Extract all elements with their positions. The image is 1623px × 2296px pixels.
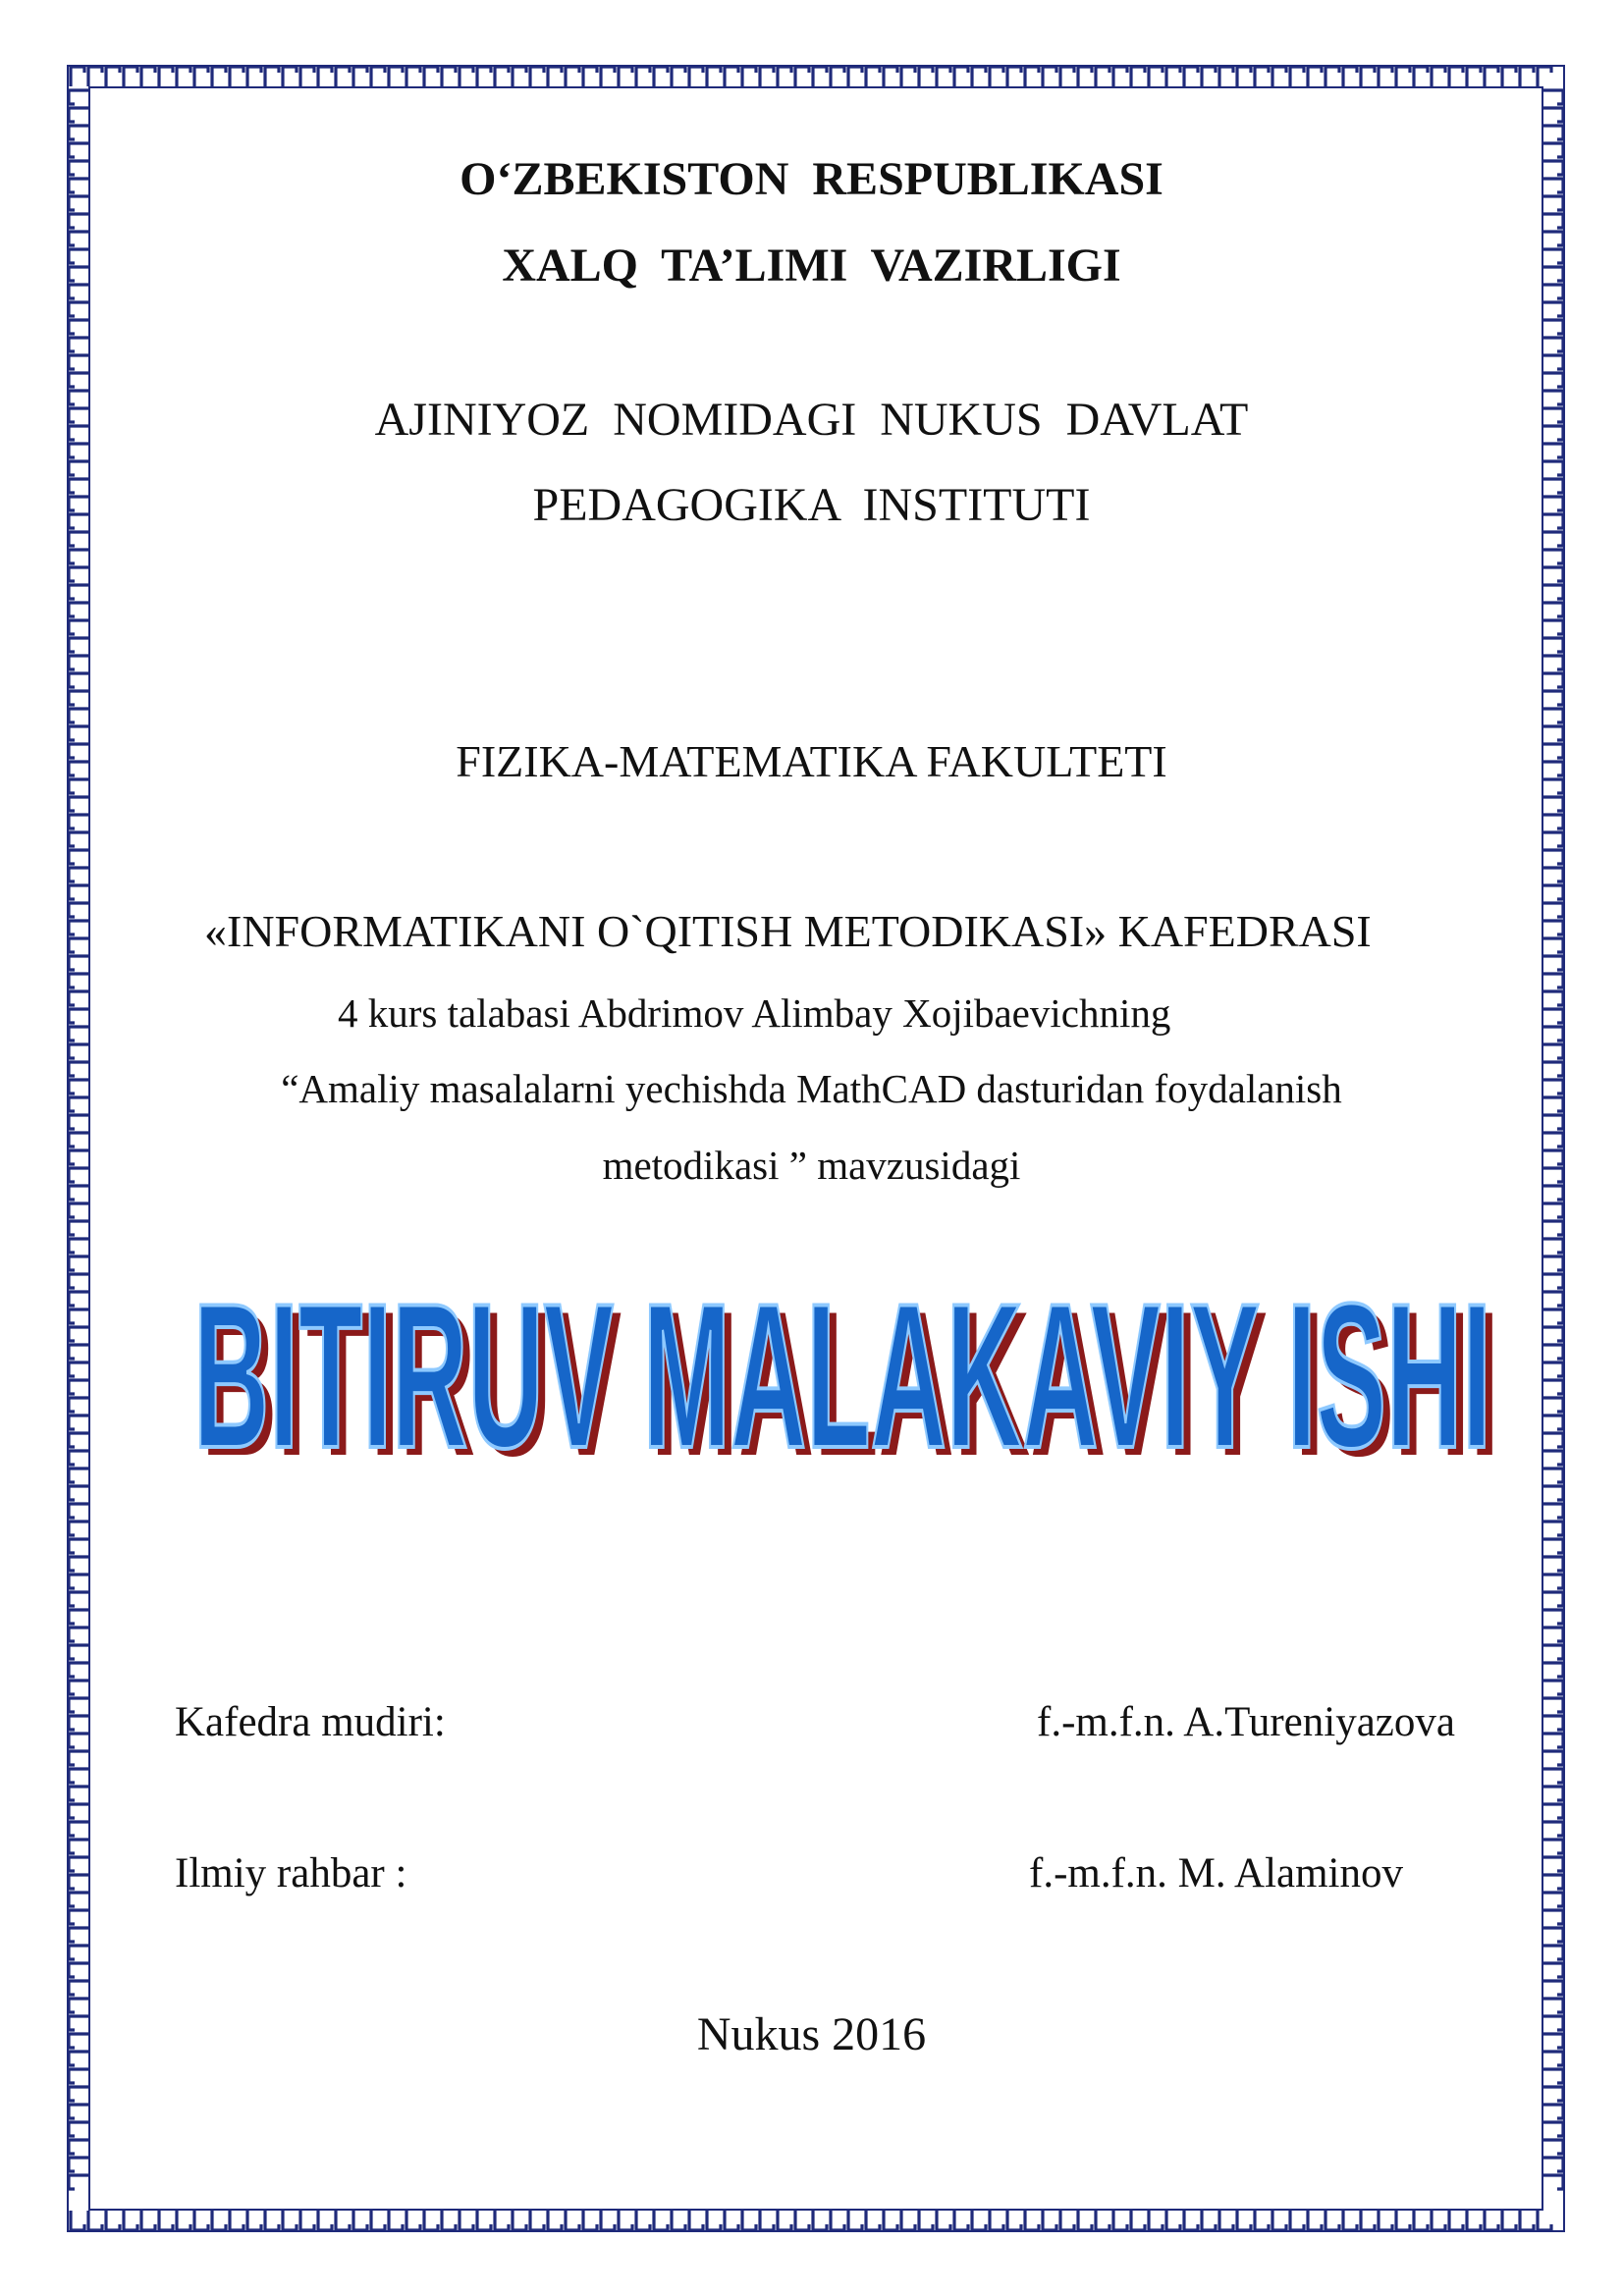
institute-line-1: AJINIYOZ NOMIDAGI NUKUS DAVLAT (374, 394, 1249, 446)
title-text: BITIRUV MALAKAVIY ISHI (193, 1274, 1491, 1490)
head-name: f.-m.f.n. A.Tureniyazova (1037, 1699, 1455, 1745)
advisor-label: Ilmiy rahbar : (175, 1850, 407, 1896)
advisor-name: f.-m.f.n. M. Alaminov (1029, 1850, 1403, 1896)
student-line: 4 kurs talabasi Abdrimov Alimbay Xojibaevichning (338, 990, 1171, 1036)
ministry-line-2: XALQ TA’LIMI VAZIRLIGI (502, 240, 1121, 292)
city-year: Nukus 2016 (696, 2008, 927, 2060)
topic-line-1: “Amaliy masalalarni yechishda MathCAD dasturidan foydalanish (281, 1066, 1342, 1111)
head-label: Kafedra mudiri: (175, 1699, 446, 1745)
faculty-name: FIZIKA-MATEMATIKA FAKULTETI (456, 736, 1167, 786)
topic-line-2: metodikasi ” mavzusidagi (602, 1143, 1021, 1188)
ministry-line-1: O‘ZBEKISTON RESPUBLIKASI (460, 153, 1163, 205)
department-name: «INFORMATIKANI O`QITISH METODIKASI» KAFEDRASI (204, 906, 1372, 956)
document-title (187, 1274, 1502, 1490)
institute-line-2: PEDAGOGIKA INSTITUTI (532, 479, 1091, 531)
title-shadow: BITIRUV MALAKAVIY ISHI (201, 1274, 1499, 1490)
